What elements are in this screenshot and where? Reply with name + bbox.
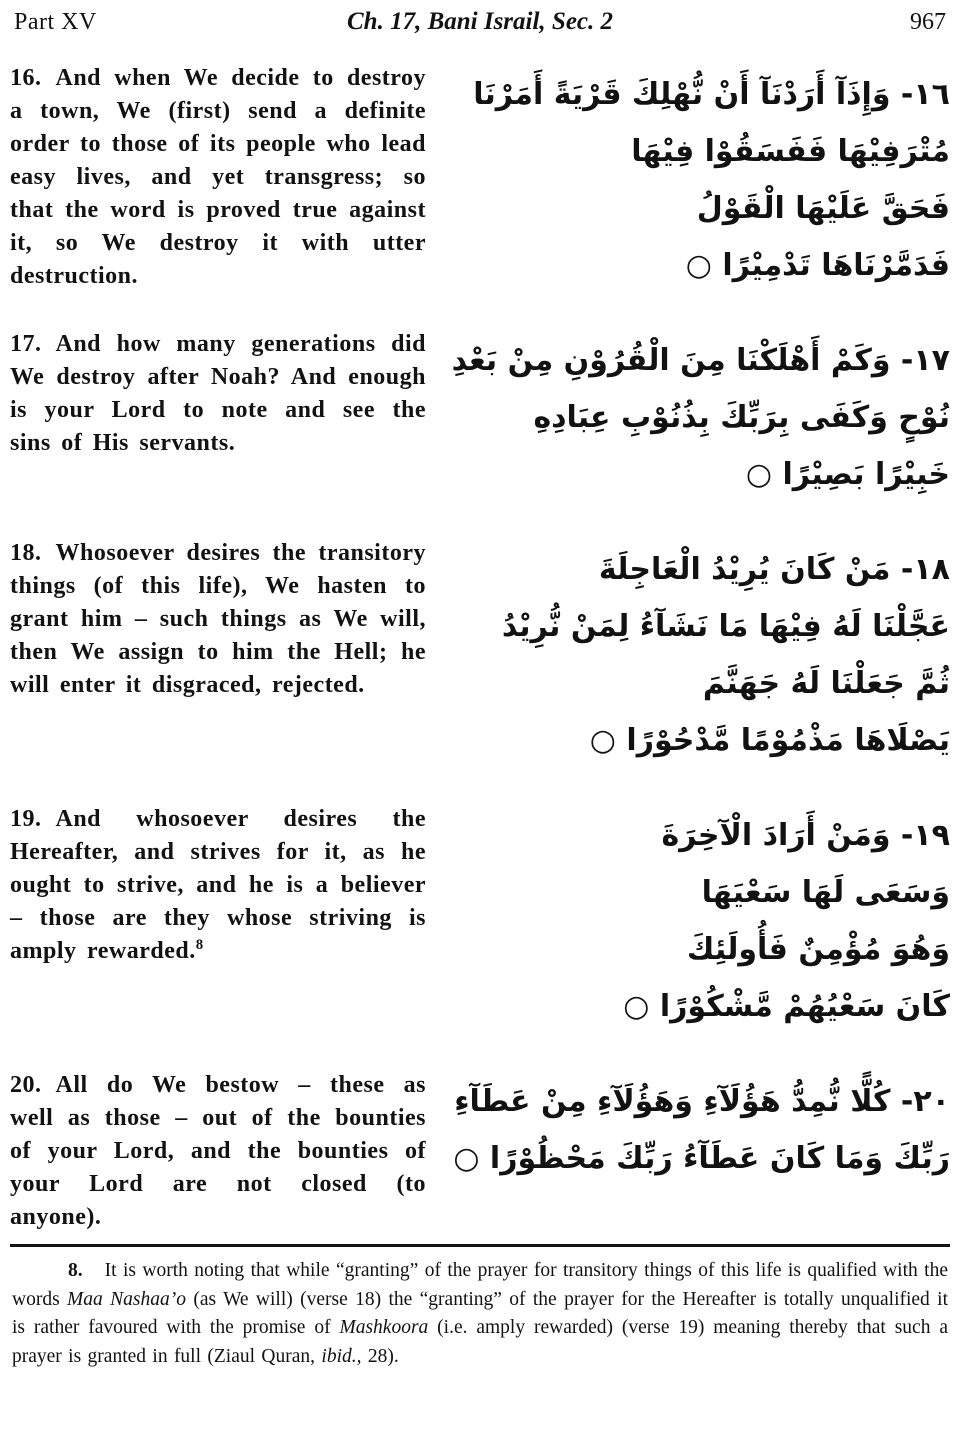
arabic-line: ١٨- مَنْ كَانَ يُرِيْدُ الْعَاجِلَةَ [598,552,950,587]
verse-20-number: 20. [10,1072,42,1098]
verse-20-arabic [445,1069,950,1187]
arabic-line: فَحَقَّ عَلَيْهَا الْقَوْلُ [696,191,950,226]
arabic-line: كَانَ سَعْيُهُمْ مَّشْكُوْرًا ○ [623,989,950,1024]
verse-18-text: Whosoever desires the transitory things (of this life), We hasten to grant him – such things as We will, then We assign to him the Hell; he will enter it disgraced, rejected. [10,540,426,698]
verses-section [10,62,950,1234]
arabic-line: نُوْحٍ وَكَفَى بِرَبِّكَ بِذُنُوْبِ عِبَادِهِ [533,400,950,435]
arabic-line: ١٧- وَكَمْ أَهْلَكْنَا مِنَ الْقُرُوْنِ مِنْ بَعْدِ [451,343,950,378]
verse-19-text: And whosoever desires the Hereafter, and strives for it, as he ought to strive, and he is a believer – those are they whose striving is amply rewarded. [10,806,426,964]
footnote-reference: 8 [195,937,204,953]
footnote-divider [10,1244,950,1247]
verse-16-arabic [445,62,950,294]
verse-20-text: All do We bestow – these as well as those – out of the bounties of your Lord, and the bounties of your Lord are not closed (to anyone). [10,1072,426,1230]
verse-20-english [10,1069,426,1234]
verse-19-arabic [445,803,950,1035]
verse-18-arabic [445,537,950,769]
arabic-line: ١٩- وَمَنْ أَرَادَ الْآخِرَةَ [661,818,950,853]
verse-17-number: 17. [10,331,42,357]
verse-17-english [10,328,426,460]
verse-row-18 [10,537,950,769]
arabic-line: يَصْلَاهَا مَذْمُوْمًا مَّدْحُوْرًا ○ [589,723,950,758]
verse-row-16 [10,62,950,294]
footnote-marker: 8. [68,1260,83,1281]
verse-16-text: And when We decide to destroy a town, We (first) send a definite order to those of its people who lead easy lives, and yet transgress; so that the word is proved true against it, so We destroy it with utter destruction. [10,65,426,289]
arabic-line: وَهُوَ مُؤْمِنٌ فَأُولَئِكَ [686,932,950,967]
verse-row-19 [10,803,950,1035]
footnote [10,1257,950,1371]
verse-18-number: 18. [10,540,42,566]
verse-19-english [10,803,426,968]
arabic-line: ثُمَّ جَعَلْنَا لَهُ جَهَنَّمَ [702,666,950,701]
footnote-text-segment: 28). [361,1345,399,1367]
verse-19-number: 19. [10,806,42,832]
verse-17-text: And how many generations did We destroy after Noah? And enough is your Lord to note and see the sins of His servants. [10,331,426,456]
footnote-text-italic: ibid., [321,1345,362,1367]
arabic-line: فَدَمَّرْنَاهَا تَدْمِيْرًا ○ [685,248,950,283]
header-page-number: 967 [910,9,946,35]
footnote-text-segment: (i.e. amply rewarded) (verse 19) meaning thereby that such a prayer is granted in full (Ziaul Quran, [12,1317,948,1367]
arabic-line: عَجَّلْنَا لَهُ فِيْهَا مَا نَشَآءُ لِمَنْ نُّرِيْدُ [501,609,950,644]
arabic-line: رَبِّكَ وَمَا كَانَ عَطَآءُ رَبِّكَ مَحْظُوْرًا ○ [453,1141,950,1176]
footnote-text-italic: Maa Nashaa’o [67,1288,186,1310]
arabic-line: مُتْرَفِيْهَا فَفَسَقُوْا فِيْهَا [631,134,950,169]
header-chapter-title: Ch. 17, Bani Israil, Sec. 2 [346,8,614,35]
verse-row-20 [10,1069,950,1234]
page-header [10,6,950,36]
footnote-text-segment: (as We will) (verse 18) the “granting” of the prayer for the Hereafter is totally unqualified it is rather favoured with the promise of [12,1288,948,1338]
verse-17-arabic [445,328,950,503]
header-part-label: Part XV [14,9,97,35]
arabic-line: وَسَعَى لَهَا سَعْيَهَا [701,875,950,910]
verse-16-english [10,62,426,293]
verse-18-english [10,537,426,702]
footnote-text-italic: Mashkoora [339,1317,429,1338]
arabic-line: ٢٠- كُلًّا نُّمِدُّ هَؤُلَآءِ وَهَؤُلَآءِ مِنْ عَطَآءِ [454,1084,950,1119]
arabic-line: خَبِيْرًا بَصِيْرًا ○ [745,457,950,492]
verse-row-17 [10,328,950,503]
arabic-line: ١٦- وَإِذَآ أَرَدْنَآ أَنْ نُّهْلِكَ قَرْيَةً أَمَرْنَا [473,77,950,112]
footnote-text-segment: It is worth noting that while “granting” of the prayer for transitory things of this life is qualified with the words [12,1260,948,1310]
verse-16-number: 16. [10,65,42,91]
